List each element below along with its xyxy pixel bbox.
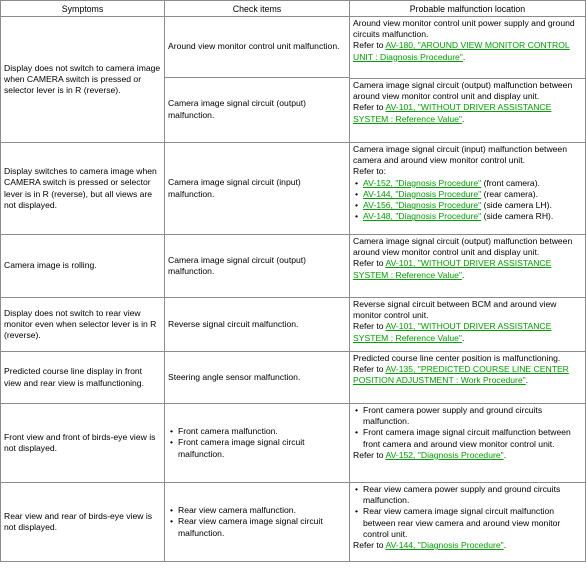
location-text: Camera image signal circuit (output) malfunction between around view monitor control unit and display unit. xyxy=(353,236,573,258)
camera-note: (side camera LH). xyxy=(481,200,552,211)
symptom-cell xyxy=(1,352,165,404)
check-items-cell xyxy=(165,17,350,143)
refer-label: Refer to xyxy=(353,364,386,375)
symptom-cell xyxy=(1,298,165,352)
table-row xyxy=(1,404,586,483)
reference-list xyxy=(353,178,585,223)
location-list xyxy=(353,405,585,450)
list-item: • Rear view camera image signal circuit malfunction. xyxy=(168,516,346,538)
symptom-cell xyxy=(1,235,165,298)
reference-link[interactable]: AV-144, "Diagnosis Procedure" xyxy=(363,188,482,199)
reference-link[interactable]: AV-101, "WITHOUT DRIVER ASSISTANCE SYSTEM : Reference Value" xyxy=(353,102,552,124)
location-text: Reverse signal circuit between BCM and around view monitor control unit. xyxy=(353,299,557,321)
punctuation: . xyxy=(525,375,529,386)
check-item-text: Steering angle sensor malfunction. xyxy=(168,371,301,382)
reference-link[interactable]: AV-180, "AROUND VIEW MONITOR CONTROL UNIT : Diagnosis Procedure" xyxy=(353,40,570,62)
refer-label: Refer to xyxy=(353,258,386,269)
table-row xyxy=(1,17,586,143)
check-item-text: Camera image signal circuit (output) malfunction. xyxy=(168,254,307,276)
punctuation: . xyxy=(503,540,507,551)
refer-label: Refer to xyxy=(353,321,386,332)
location-text: Predicted course line center position is malfunctioning. xyxy=(353,353,561,363)
punctuation: . xyxy=(462,51,466,62)
list-item: • Rear view camera malfunction. xyxy=(168,505,346,516)
list-item: • Front camera image signal circuit malfunction. xyxy=(168,437,346,459)
symptom-cell xyxy=(1,483,165,562)
refer-label: Refer to xyxy=(353,540,386,551)
header-symptoms: Symptoms xyxy=(1,1,165,17)
list-item xyxy=(353,189,585,200)
reference-link[interactable]: AV-156, "Diagnosis Procedure" xyxy=(363,200,482,211)
check-item-text: Reverse signal circuit malfunction. xyxy=(168,318,299,329)
punctuation: . xyxy=(461,332,465,343)
symptom-text: Camera image is rolling. xyxy=(4,260,97,271)
check-items-cell xyxy=(165,483,350,562)
camera-note: (side camera RH). xyxy=(481,211,554,222)
header-row xyxy=(1,1,586,17)
camera-note: (rear camera). xyxy=(481,188,539,199)
list-item: • Rear view camera power supply and ground circuits malfunction. xyxy=(353,484,585,506)
symptom-cell xyxy=(1,143,165,235)
list-item: • Front camera image signal circuit malfunction between front camera and around view monitor control unit. xyxy=(353,427,585,449)
check-item-text: Camera image signal circuit (output) malfunction. xyxy=(168,98,307,120)
check-item-text: Around view monitor control unit malfunction. xyxy=(168,41,340,52)
list-item xyxy=(353,200,585,211)
reference-link[interactable]: AV-152, "Diagnosis Procedure" xyxy=(385,449,504,460)
location-text: Camera image signal circuit (input) malfunction between camera and around view monitor control unit. xyxy=(353,144,567,166)
location-cell xyxy=(350,17,586,143)
reference-link[interactable]: AV-101, "WITHOUT DRIVER ASSISTANCE SYSTEM : Reference Value" xyxy=(353,258,552,280)
punctuation: . xyxy=(461,113,465,124)
symptom-text: Display does not switch to rear view monitor even when selector lever is in R (reverse). xyxy=(4,307,157,341)
table-row xyxy=(1,298,586,352)
table-row xyxy=(1,483,586,562)
table-row xyxy=(1,143,586,235)
refer-label: Refer to xyxy=(353,102,386,113)
symptom-text: Front view and front of birds-eye view is not displayed. xyxy=(4,431,156,453)
location-cell xyxy=(350,235,586,298)
reference-link[interactable]: AV-101, "WITHOUT DRIVER ASSISTANCE SYSTEM : Reference Value" xyxy=(353,321,552,343)
location-cell xyxy=(350,143,586,235)
header-probable-location: Probable malfunction location xyxy=(350,1,586,17)
table-row xyxy=(1,352,586,404)
refer-label: Refer to xyxy=(353,40,386,51)
punctuation: . xyxy=(503,449,507,460)
reference-link[interactable]: AV-148, "Diagnosis Procedure" xyxy=(363,211,482,222)
symptom-cell xyxy=(1,17,165,143)
check-list xyxy=(168,505,346,539)
list-item: • Front camera power supply and ground circuits malfunction. xyxy=(353,405,585,427)
symptom-text: Rear view and rear of birds-eye view is not displayed. xyxy=(4,510,153,532)
refer-label: Refer to xyxy=(353,449,386,460)
camera-note: (front camera). xyxy=(481,177,540,188)
header-check-items: Check items xyxy=(165,1,350,17)
list-item: • Front camera malfunction. xyxy=(168,426,346,437)
location-list xyxy=(353,484,585,540)
punctuation: . xyxy=(461,269,465,280)
list-item xyxy=(353,178,585,189)
location-text: Camera image signal circuit (output) malfunction between around view monitor control unit and display unit. xyxy=(353,80,573,102)
check-list xyxy=(168,426,346,460)
location-cell xyxy=(350,483,586,562)
table-row xyxy=(1,235,586,298)
check-items-cell xyxy=(165,235,350,298)
reference-link[interactable]: AV-135, "PREDICTED COURSE LINE CENTER POSITION ADJUSTMENT : Work Procedure" xyxy=(353,364,569,386)
symptom-text: Display does not switch to camera image when CAMERA switch is pressed or selector lever is in R (reverse). xyxy=(4,62,161,96)
check-items-cell xyxy=(165,404,350,483)
location-cell xyxy=(350,404,586,483)
symptom-text: Predicted course line display in front view and rear view is malfunctioning. xyxy=(4,366,144,388)
location-cell xyxy=(350,352,586,404)
check-items-cell xyxy=(165,143,350,235)
refer-label: Refer to: xyxy=(353,166,386,177)
check-item-text: Camera image signal circuit (input) malfunction. xyxy=(168,177,301,199)
reference-link[interactable]: AV-152, "Diagnosis Procedure" xyxy=(363,177,482,188)
symptom-text: Display switches to camera image when CAMERA switch is pressed or selector lever is in R (reverse), but all views are not displayed. xyxy=(4,166,157,210)
symptom-cell xyxy=(1,404,165,483)
check-items-cell xyxy=(165,298,350,352)
list-item: • Rear view camera image signal circuit malfunction between rear view camera and around view monitor control unit. xyxy=(353,506,585,540)
location-cell xyxy=(350,298,586,352)
reference-link[interactable]: AV-144, "Diagnosis Procedure" xyxy=(385,540,504,551)
list-item xyxy=(353,211,585,222)
check-items-cell xyxy=(165,352,350,404)
location-text: Around view monitor control unit power supply and ground circuits malfunction. xyxy=(353,18,575,40)
